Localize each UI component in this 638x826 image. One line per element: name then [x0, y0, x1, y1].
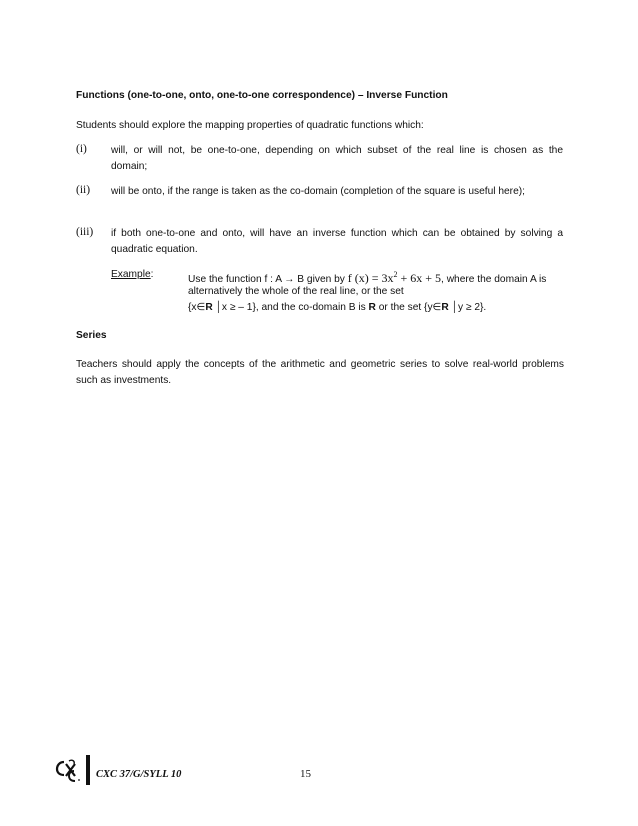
example-real-symbol-3: R	[441, 302, 449, 313]
formula-lhs: f (x) = 3x	[347, 271, 394, 285]
example-real-symbol-1: R	[205, 302, 213, 313]
section-heading-series: Series	[76, 330, 107, 341]
item-iii-line1: if both one-to-one and onto, will have an inverse function which can be obtained by solving a	[111, 228, 563, 239]
footer-divider-bar	[86, 755, 90, 785]
item-text-ii: will be onto, if the range is taken as the co-domain (completion of the square is useful here);	[111, 186, 525, 197]
series-line2: such as investments.	[76, 375, 172, 386]
example-colon: :	[150, 269, 154, 280]
footer-page-number: 15	[300, 768, 311, 780]
example-line2: alternatively the whole of the real line, or the set	[188, 286, 404, 297]
item-label-iii: (iii)	[76, 226, 94, 238]
item-label-ii: (ii)	[76, 184, 91, 196]
item-label-i: (i)	[76, 143, 87, 155]
example-formula	[348, 271, 441, 285]
example-line1-post: , where the domain A is	[441, 274, 547, 285]
example-line3-a: {x∈	[188, 302, 206, 313]
example-label-text: Example	[111, 269, 151, 280]
footer-syllabus-code: CXC 37/G/SYLL 10	[96, 769, 182, 780]
section-heading-functions: Functions (one-to-one, onto, one-to-one correspondence) – Inverse Function	[76, 90, 448, 101]
item-iii-line2: quadratic equation.	[111, 244, 198, 255]
formula-exponent: 2	[393, 270, 398, 279]
item-text-iii	[111, 226, 563, 258]
item-i-line1: will, or will not, be one-to-one, depending on which subset of the real line is chosen as the	[111, 145, 563, 156]
example-line3-b: │x ≥ – 1}, and the co-domain B is	[212, 302, 369, 313]
cxc-logo	[55, 758, 83, 784]
example-line3-c: or the set {y∈	[375, 302, 442, 313]
item-text-i	[111, 143, 563, 175]
cxc-logo-icon	[55, 758, 83, 784]
item-i-line2: domain;	[111, 161, 148, 172]
series-text	[76, 357, 564, 389]
example-line3	[188, 300, 486, 316]
series-line1: Teachers should apply the concepts of the arithmetic and geometric series to solve real-world problems	[76, 359, 564, 370]
example-label	[111, 267, 153, 283]
formula-rhs: + 6x + 5	[397, 271, 442, 285]
example-real-symbol-2: R	[368, 302, 376, 313]
intro-text: Students should explore the mapping properties of quadratic functions which:	[76, 120, 424, 131]
example-line1-pre: Use the function f : A → B given by	[188, 274, 345, 285]
example-line3-d: │y ≥ 2}.	[448, 302, 487, 313]
